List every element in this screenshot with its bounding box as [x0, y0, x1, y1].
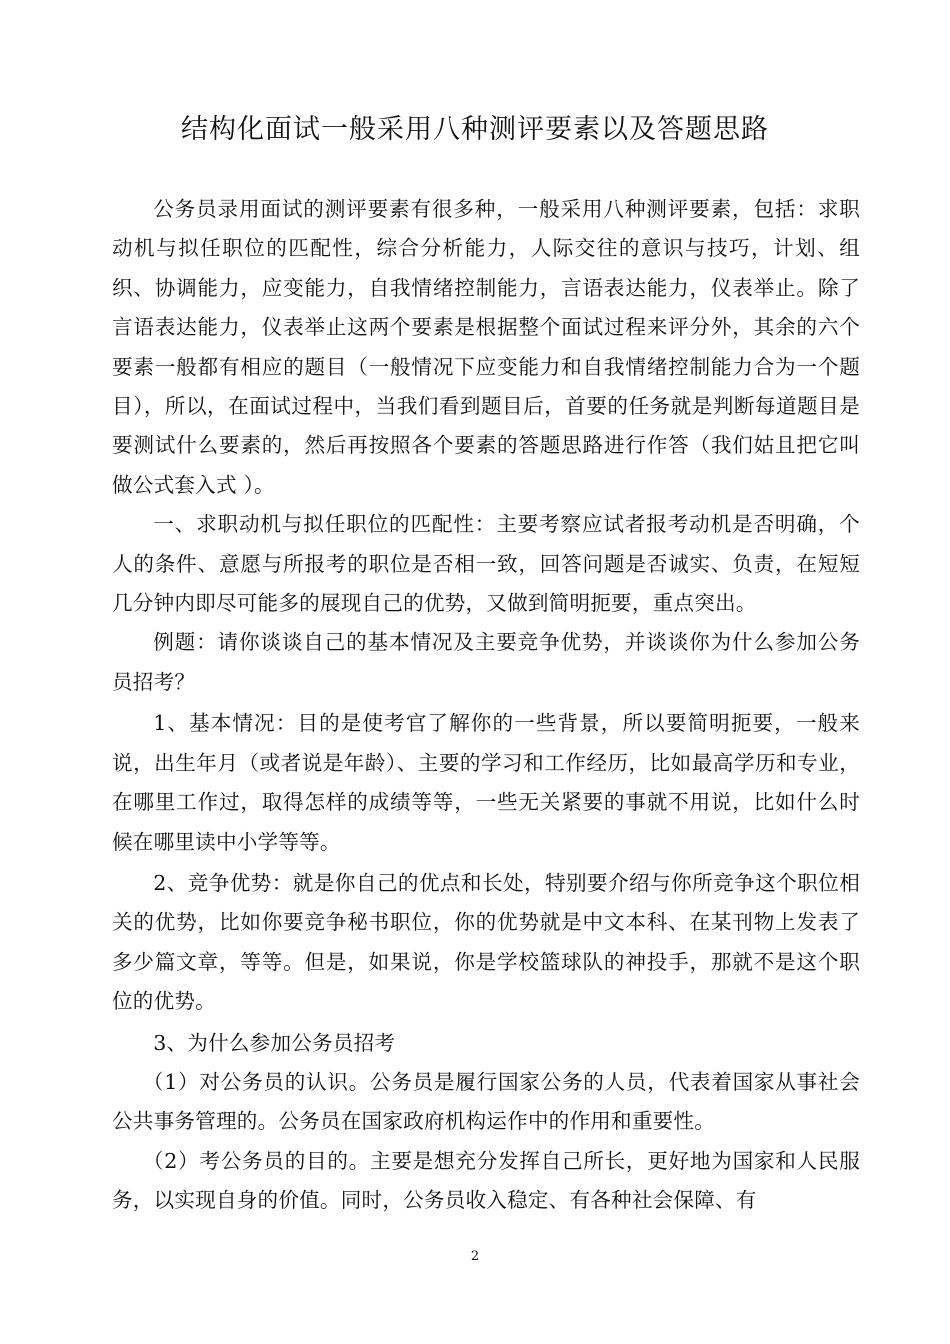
document-body — [112, 190, 860, 1221]
paragraph-basic-info: 1、基本情况：目的是使考官了解你的一些背景，所以要简明扼要，一般来说，出生年月（或者说是年龄）、主要的学习和工作经历，比如最高学历和专业，在哪里工作过，取得怎样的成绩等等，一些无关紧要的事就不用说，比如什么时候在哪里读中小学等等。 — [112, 711, 860, 854]
page-number: 2 — [470, 1249, 480, 1264]
paragraph-example-question: 例题：请你谈谈自己的基本情况及主要竞争优势，并谈谈你为什么参加公务员招考？ — [112, 630, 860, 694]
paragraph-intro: 公务员录用面试的测评要素有很多种，一般采用八种测评要素，包括：求职动机与拟任职位的匹配性，综合分析能力，人际交往的意识与技巧，计划、组织、协调能力，应变能力，自我情绪控制能力，言语表达能力，仪表举止。除了言语表达能力，仪表举止这两个要素是根据整个面试过程来评分外，其余的六个要素一般都有相应的题目（一般情况下应变能力和自我情绪控制能力合为一个题目），所以，在面试过程中，当我们看到题目后，首要的任务就是判断每道题目是要测试什么要素的，然后再按照各个要素的答题思路进行作答（我们姑且把它叫做公式套入式 ）。 — [112, 197, 860, 497]
paragraph-purpose: （2）考公务员的目的。主要是想充分发挥自己所长，更好地为国家和人民服务，以实现自身的价值。同时，公务员收入稳定、有各种社会保障、有 — [112, 1148, 860, 1213]
document-title: 结构化面试一般采用八种测评要素以及答题思路 — [181, 114, 769, 145]
paragraph-why-apply: 3、为什么参加公务员招考 — [153, 1030, 396, 1055]
paragraph-understanding: （1）对公务员的认识。公务员是履行国家公务的人员，代表着国家从事社会公共事务管理的。公务员在国家政府机构运作中的作用和重要性。 — [112, 1069, 860, 1134]
paragraph-section-one: 一、求职动机与拟任职位的匹配性：主要考察应试者报考动机是否明确，个人的条件、意愿与所报考的职位是否相一致，回答问题是否诚实、负责，在短短几分钟内即尽可能多的展现自己的优势，又做到简明扼要，重点突出。 — [112, 512, 860, 616]
paragraph-competitive-advantage: 2、竞争优势：就是你自己的优点和长处，特别要介绍与你所竞争这个职位相关的优势，比如你要竞争秘书职位，你的优势就是中文本科、在某刊物上发表了多少篇文章，等等。但是，如果说，你是学校篮球队的神投手，那就不是这个职位的优势。 — [112, 870, 860, 1014]
